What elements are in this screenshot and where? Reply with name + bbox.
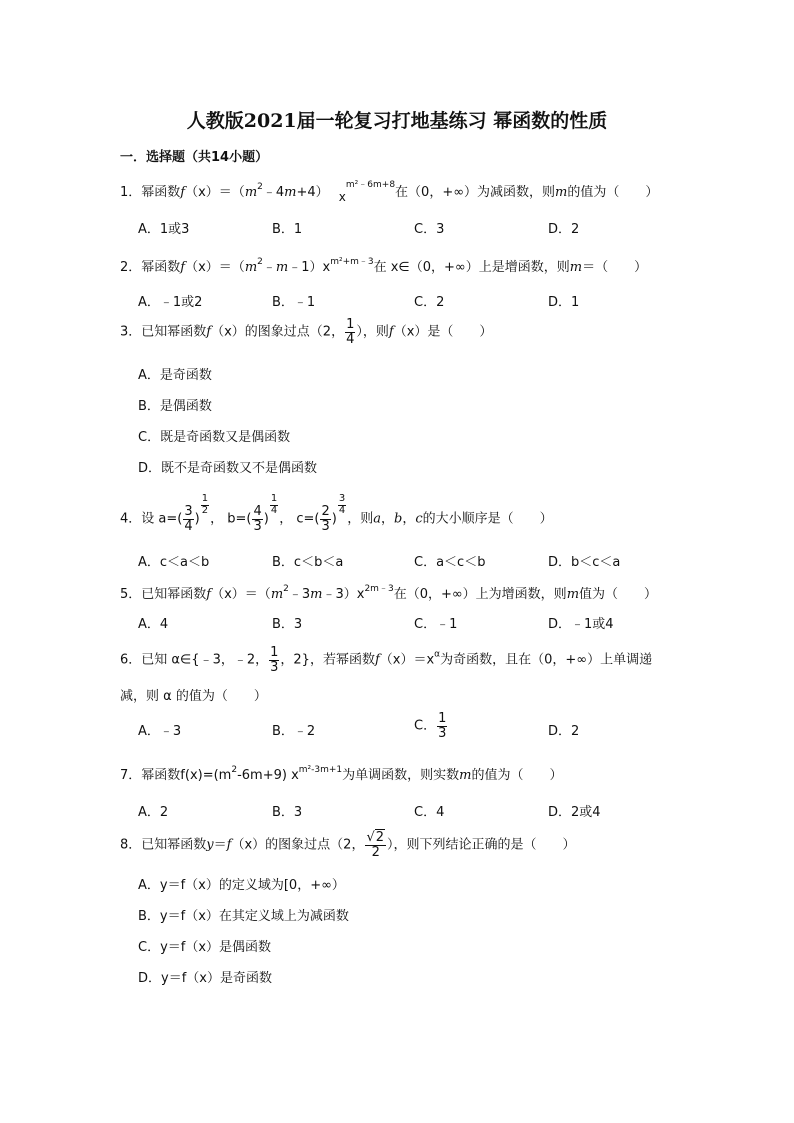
question-6-line-2: 减，则 α 的值为（ ） — [120, 689, 267, 704]
option-d[interactable]: D．b＜c＜a — [548, 555, 621, 570]
question-5: 5．已知幂函数$f(x)=(m^2﹣3m﹣3)x^{2m﹣3}$在（0，+∞）上为增函数，则m值为（ ） — [120, 584, 658, 602]
question-2: 2．幂函数$f(x)=(m^2﹣m﹣1)x^{m^2+m﹣3}$在 x∈（0，+∞）上是增函数，则m＝（ ） — [120, 257, 648, 275]
option-d[interactable]: D．既不是奇函数又不是偶函数 — [138, 461, 318, 476]
option-b[interactable]: B．﹣2 — [272, 724, 316, 739]
question-7: 7．幂函数$f(x)=(m^2-6m+9)$ $x^{m^2-3m+1}$为单调函数，则实数m的值为（ ） — [120, 765, 563, 783]
option-d[interactable]: D．﹣1或4 — [548, 617, 614, 632]
question-6: 6．已知 α∈{﹣3，﹣2， $\frac{1}{3}$ ，2}，若幂函数$f(x)=x^\alpha$为奇函数，且在（0，+∞）上单调递 — [120, 645, 653, 675]
option-c[interactable]: C．a＜c＜b — [414, 555, 486, 570]
option-b[interactable]: B．1 — [272, 222, 303, 237]
option-d[interactable]: D．1 — [548, 295, 580, 310]
option-d[interactable]: D．2 — [548, 724, 580, 739]
option-a[interactable]: A．c＜a＜b — [138, 555, 210, 570]
option-c[interactable]: C．4 — [414, 805, 445, 820]
option-c[interactable]: C．2 — [414, 295, 445, 310]
option-b[interactable]: B．3 — [272, 805, 303, 820]
option-c[interactable]: C．既是奇函数又是偶函数 — [138, 430, 291, 445]
question-8: 8．已知幂函数y＝f（x）的图象过点（2， $\frac{√2}{2}$ ），则下列结论正确的是（ ） — [120, 830, 576, 860]
option-a[interactable]: A．y＝f（x）的定义域为[0，+∞） — [138, 878, 345, 893]
question-3: 3．已知幂函数f（x）的图象过点（2， $\frac{1}{4}$ ），则f（x）是（ ） — [120, 317, 493, 347]
option-b[interactable]: B．﹣1 — [272, 295, 316, 310]
option-c[interactable]: C．y＝f（x）是偶函数 — [138, 940, 272, 955]
option-a[interactable]: A．4 — [138, 617, 169, 632]
option-a[interactable]: A．﹣3 — [138, 724, 182, 739]
option-c[interactable]: C．3 — [414, 222, 445, 237]
option-d[interactable]: D．2或4 — [548, 805, 601, 820]
question-4: 4．设 a=( $\frac{3}{4}$ ) $\frac{1}{2}$ ， b=( $\frac{4}{3}$ ) $\frac{1}{4}$ ， c=( $\frac{2}{3}$ ) $\frac{3}{4}$ ，则a，b，c的大小顺序是（ ） — [120, 493, 553, 534]
option-d[interactable]: D．y＝f（x）是奇函数 — [138, 971, 272, 986]
option-c[interactable]: C． $\frac{1}{3}$ — [414, 711, 447, 741]
option-c[interactable]: C．﹣1 — [414, 617, 458, 632]
option-a[interactable]: A．是奇函数 — [138, 368, 212, 383]
section-heading: 一．选择题（共14小题） — [120, 150, 269, 165]
question-1: 1．幂函数$f(x)=(m^2﹣4m+4)$ $x^{m^2﹣6m+8}$在（0，+∞）为减函数，则m的值为（ ） — [120, 180, 659, 204]
option-d[interactable]: D．2 — [548, 222, 580, 237]
option-a[interactable]: A．2 — [138, 805, 169, 820]
option-b[interactable]: B．3 — [272, 617, 303, 632]
option-a[interactable]: A．1或3 — [138, 222, 190, 237]
page-title: 人教版2021届一轮复习打地基练习 幂函数的性质 — [186, 110, 608, 132]
option-b[interactable]: B．y＝f（x）在其定义域上为减函数 — [138, 909, 349, 924]
option-a[interactable]: A．﹣1或2 — [138, 295, 203, 310]
option-b[interactable]: B．c＜b＜a — [272, 555, 344, 570]
option-b[interactable]: B．是偶函数 — [138, 399, 212, 414]
